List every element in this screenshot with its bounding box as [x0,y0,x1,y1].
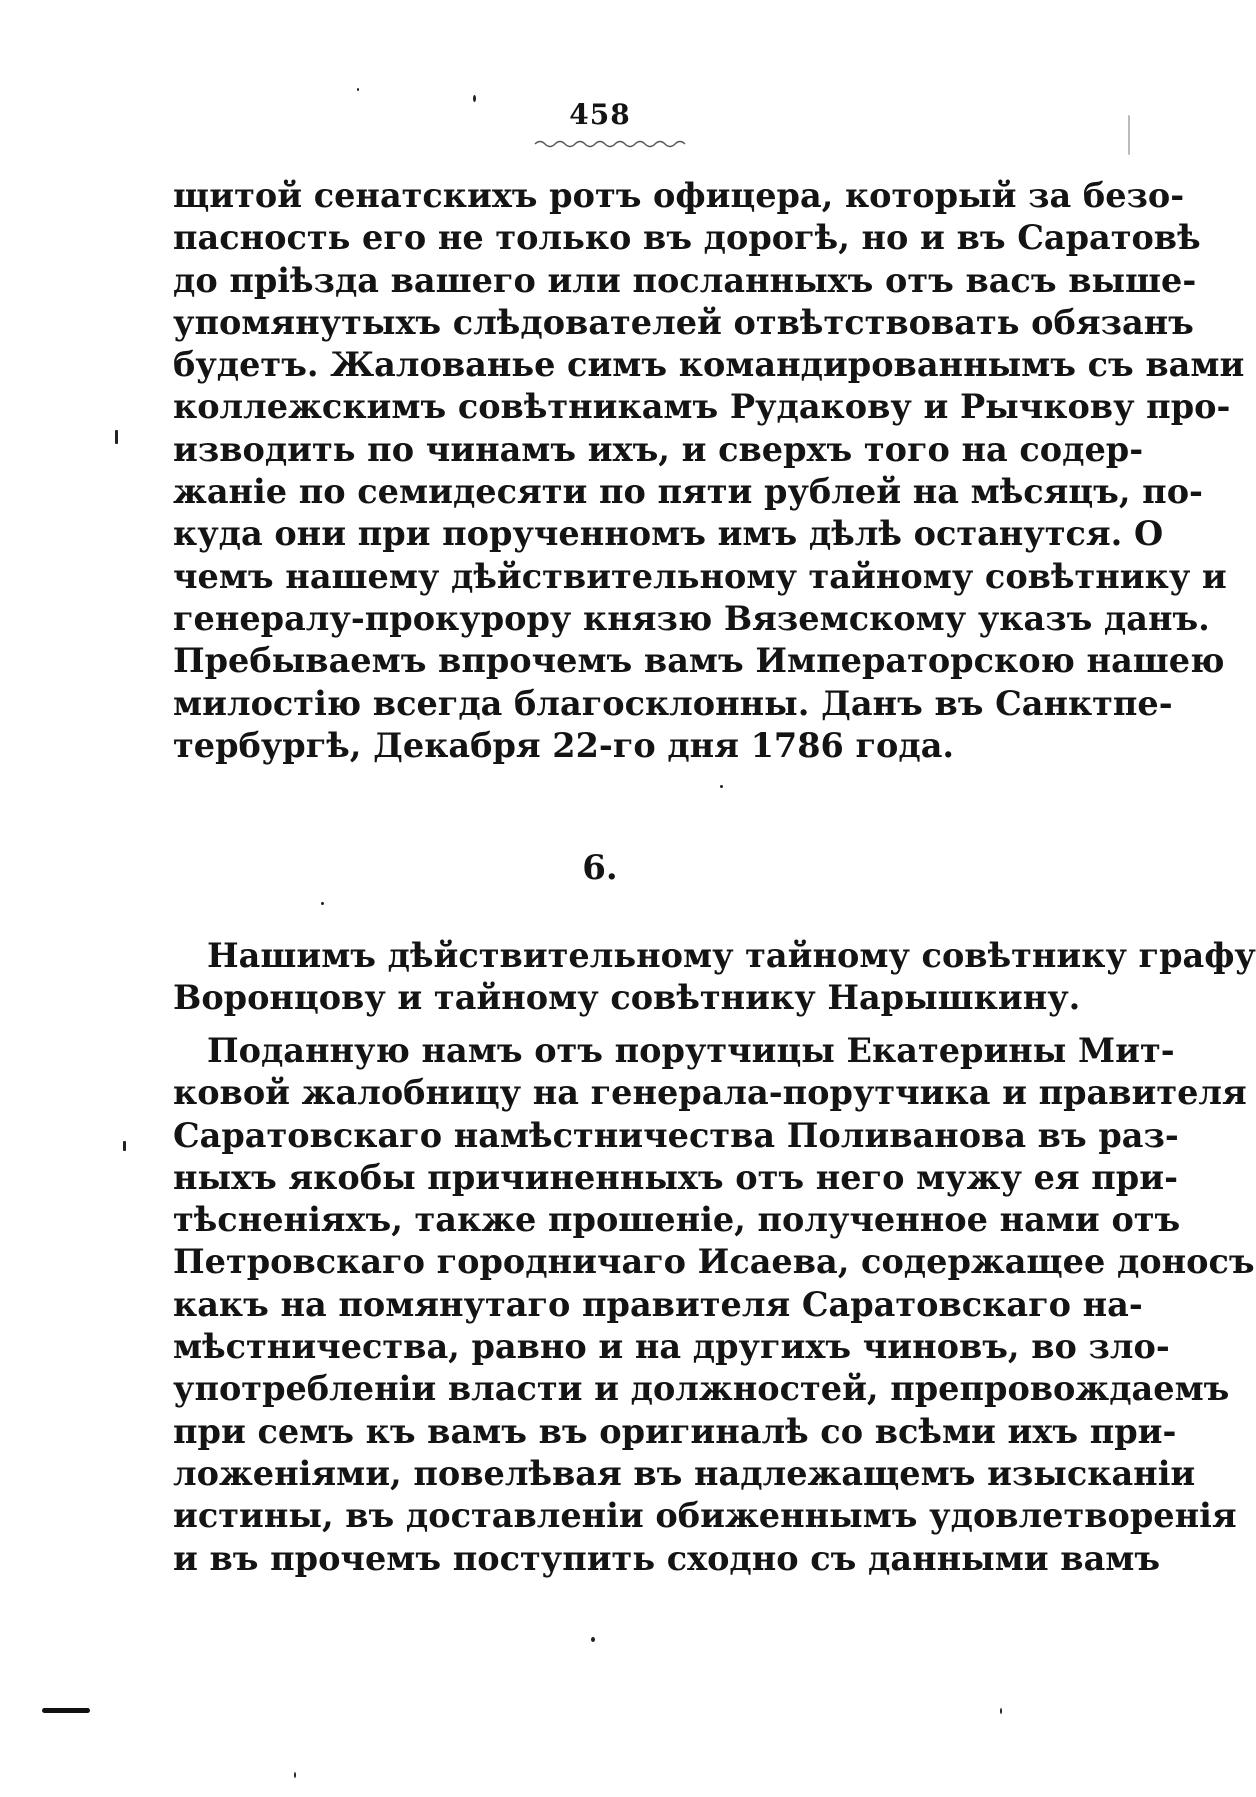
scan-speck [115,430,118,444]
scan-speck [1000,1708,1002,1714]
text-line: жанiе по семидесяти по пяти рублей на мѣсяцъ, по- [173,472,1203,512]
document-body [173,1030,1255,1580]
address-line: Нашимъ дѣйствительному тайному совѣтнику графу [207,936,1256,975]
page-number: 458 [569,98,631,131]
text-line: упомянутыхъ слѣдователей отвѣтствовать обязанъ [173,302,1194,342]
document-number: 6. [582,848,618,888]
text-line: милостiю всегда благосклонны. Данъ въ Санктпе- [173,683,1173,723]
scan-smudge [42,1708,90,1713]
text-line: мѣстничества, равно и на другихъ чиновъ, во зло- [173,1327,1170,1367]
text-line: и въ прочемъ поступить сходно съ данными вамъ [173,1538,1161,1578]
text-line: истины, въ доставленiи обиженнымъ удовлетворенiя [173,1496,1237,1536]
scan-speck [720,785,723,788]
text-line: Петровскаго городничаго Исаева, содержащее доносъ [173,1242,1255,1282]
text-line: до прiѣзда вашего или посланныхъ отъ васъ выше- [173,260,1197,300]
text-line: Пребываемъ впрочемъ вамъ Императорскою нашею [173,641,1225,681]
address-line: Воронцову и тайному совѣтнику Нарышкину. [173,978,1081,1018]
ornament-rule [535,138,685,150]
text-line: куда они при порученномъ имъ дѣлѣ останутся. О [173,514,1164,554]
scan-speck [473,95,476,102]
scan-speck [591,1637,595,1642]
text-line: тѣсненiяхъ, также прошенiе, полученное нами отъ [173,1200,1181,1240]
text-line: какъ на помянутаго правителя Саратовскаго на- [173,1284,1143,1324]
text-line: изводить по чинамъ ихъ, и сверхъ того на содер- [173,429,1144,469]
text-line: генералу-прокурору князю Вяземскому указъ данъ. [173,598,1210,638]
scan-speck [294,1772,296,1778]
text-line: чемъ нашему дѣйствительному тайному совѣтнику и [173,556,1227,596]
text-line: употребленiи власти и должностей, препровождаемъ [173,1369,1230,1409]
text-line: Саратовскаго намѣстничества Поливанова въ раз- [173,1115,1179,1155]
scan-speck [1128,115,1130,155]
text-line: пасность его не только въ дорогѣ, но и въ Саратовѣ [173,218,1201,258]
document-address [173,932,1256,1018]
text-line: тербургѣ, Декабря 22-го дня 1786 года. [173,725,955,765]
scan-speck [123,1141,126,1151]
text-line: ныхъ якобы причиненныхъ отъ него мужу ея при- [173,1157,1178,1197]
text-line: щитой сенатскихъ ротъ офицера, который за безо- [173,176,1185,215]
text-line: Поданную намъ отъ порутчицы Екатерины Мит- [207,1031,1175,1070]
text-line: ковой жалобницу на генерала-порутчика и правителя [173,1073,1247,1113]
scan-speck [357,88,359,91]
text-line: при семъ къ вамъ въ оригиналѣ со всѣми ихъ при- [173,1411,1177,1451]
text-line: коллежскимъ совѣтникамъ Рудакову и Рычкову про- [173,387,1231,427]
continued-text [173,175,1245,767]
text-line: будетъ. Жалованье симъ командированнымъ съ вами [173,345,1245,385]
scan-speck [321,902,324,905]
text-line: ложенiями, повелѣвая въ надлежащемъ изысканiи [173,1453,1196,1493]
